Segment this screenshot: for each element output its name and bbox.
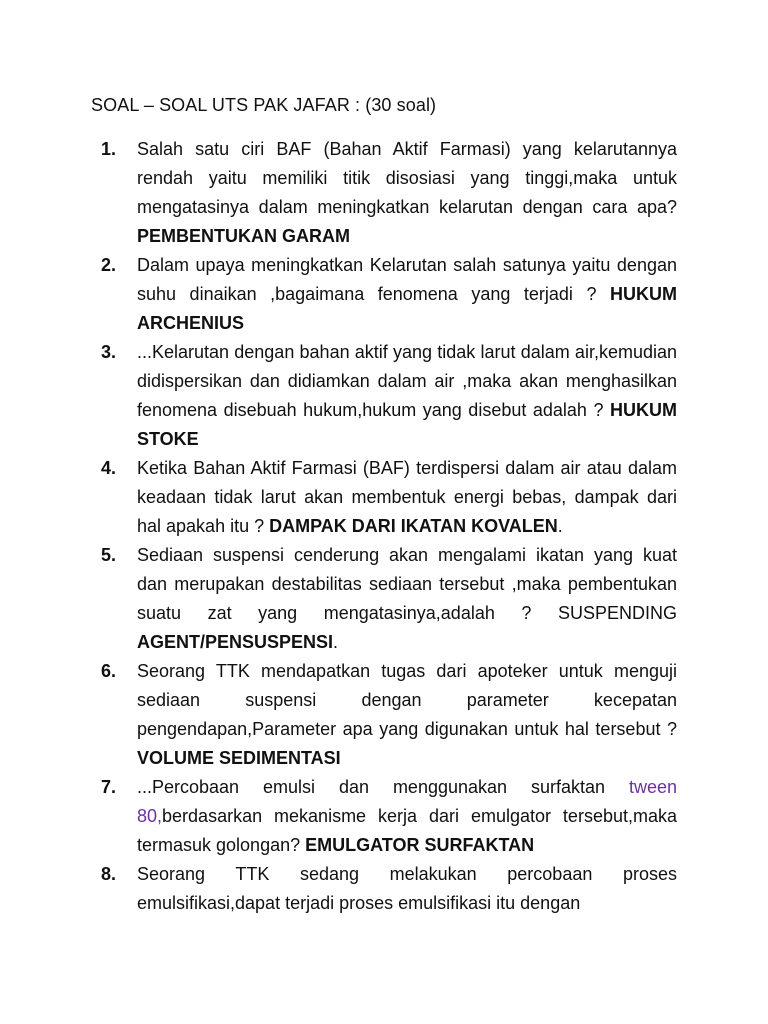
answer-suffix: .: [333, 632, 339, 652]
question-number: 1.: [101, 139, 117, 159]
question-body: [137, 454, 677, 541]
question-item-8: [101, 860, 677, 918]
question-text-after: berdasarkan mekanisme kerja dari emulgator tersebut,maka termasuk golongan?: [137, 806, 677, 855]
question-number: 8.: [101, 864, 117, 884]
question-body: [137, 860, 677, 918]
answer-text: EMULGATOR SURFAKTAN: [305, 835, 535, 855]
question-body: [137, 541, 677, 657]
question-body: [137, 135, 677, 251]
question-item-6: [101, 657, 677, 773]
answer-text: DAMPAK DARI IKATAN KOVALEN: [269, 516, 558, 536]
question-list: [101, 135, 677, 918]
answer-text: HUKUM ARCHENIUS: [137, 284, 677, 333]
question-number: 4.: [101, 458, 117, 478]
question-item-4: [101, 454, 677, 541]
question-number: 6.: [101, 661, 117, 681]
question-text-before: ...Percobaan emulsi dan menggunakan surfaktan: [137, 777, 629, 797]
question-body: [137, 773, 677, 860]
question-number: 3.: [101, 342, 117, 362]
answer-text: PEMBENTUKAN GARAM: [137, 226, 350, 246]
question-text: Seorang TTK sedang melakukan percobaan proses emulsifikasi,dapat terjadi proses emulsifikasi itu dengan: [137, 864, 677, 913]
question-item-3: [101, 338, 677, 454]
question-text: Salah satu ciri BAF (Bahan Aktif Farmasi) yang kelarutannya rendah yaitu memiliki titik disosiasi yang tinggi,maka untuk mengatasinya dalam meningkatkan kelarutan dengan cara apa?: [137, 139, 677, 217]
question-number: 7.: [101, 777, 117, 797]
document-title: SOAL – SOAL UTS PAK JAFAR : (30 soal): [91, 95, 437, 115]
answer-text: AGENT/PENSUSPENSI: [137, 632, 334, 652]
question-number: 2.: [101, 255, 117, 275]
question-text: Ketika Bahan Aktif Farmasi (BAF) terdispersi dalam air atau dalam keadaan tidak larut akan membentuk energi bebas, dampak dari hal apakah itu ?: [137, 458, 677, 536]
question-body: [137, 251, 677, 338]
question-body: [137, 657, 677, 773]
question-item-5: [101, 541, 677, 657]
question-text: Sediaan suspensi cenderung akan mengalami ikatan yang kuat dan merupakan destabilitas sediaan tersebut ,maka pembentukan suatu zat yang mengatasinya,adalah ? SUSPENDING: [137, 545, 677, 623]
question-item-1: [101, 135, 677, 251]
question-text: Seorang TTK mendapatkan tugas dari apoteker untuk menguji sediaan suspensi dengan parameter kecepatan pengendapan,Parameter apa yang digunakan untuk hal tersebut ?: [137, 661, 677, 739]
question-text: Dalam upaya meningkatkan Kelarutan salah satunya yaitu dengan suhu dinaikan ,bagaimana fenomena yang terjadi ?: [137, 255, 677, 304]
highlighted-text: tween 80,: [137, 777, 677, 826]
question-body: [137, 338, 677, 454]
answer-suffix: .: [557, 516, 563, 536]
question-item-2: [101, 251, 677, 338]
answer-text: HUKUM STOKE: [137, 400, 677, 449]
question-number: 5.: [101, 545, 117, 565]
answer-text: VOLUME SEDIMENTASI: [137, 748, 341, 768]
question-text: ...Kelarutan dengan bahan aktif yang tidak larut dalam air,kemudian didispersikan dan didiamkan dalam air ,maka akan menghasilkan fenomena disebuah hukum,hukum yang disebut adalah ?: [137, 342, 677, 420]
question-item-7: [101, 773, 677, 860]
